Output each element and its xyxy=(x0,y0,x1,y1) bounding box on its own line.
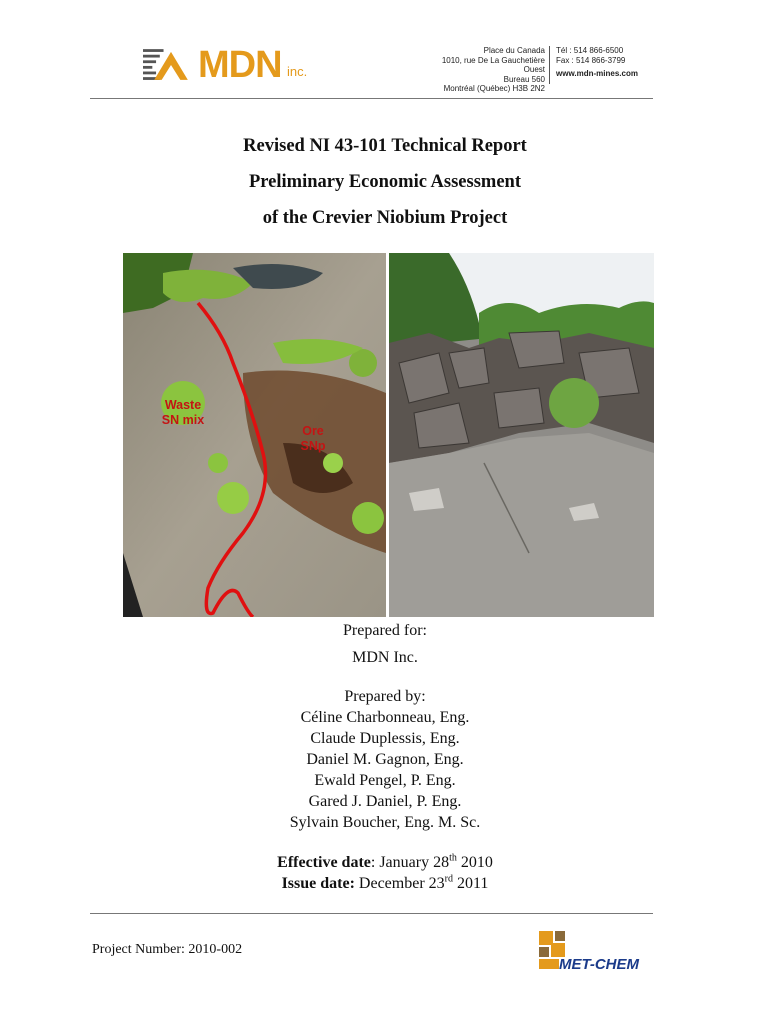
issue-date-suffix: rd xyxy=(444,873,453,885)
label-waste-mix: SN mix xyxy=(161,413,205,427)
outcrop-photo-right xyxy=(389,253,654,617)
address-line: Bureau 560 xyxy=(503,74,545,84)
title-line-2: Preliminary Economic Assessment xyxy=(249,172,521,192)
effective-date xyxy=(90,852,680,873)
footer-rule xyxy=(90,913,653,914)
mdn-logo-inc: inc. xyxy=(287,64,308,79)
met-chem-wordmark: MET-CHEM xyxy=(559,956,639,973)
effective-date-year: 2010 xyxy=(456,854,493,871)
issue-date xyxy=(90,873,680,894)
author: Céline Charbonneau, Eng. xyxy=(300,709,470,726)
mdn-logo-mark-icon xyxy=(143,46,199,84)
dates-section xyxy=(90,852,680,894)
company-contact xyxy=(556,46,638,79)
author: Gared J. Daniel, P. Eng. xyxy=(308,793,462,810)
effective-date-value: : January 28 xyxy=(370,854,450,871)
title-line-3: of the Crevier Niobium Project xyxy=(262,208,508,228)
company-address xyxy=(420,46,545,94)
issue-date-label: Issue date: xyxy=(281,875,355,892)
prepared-for-label: Prepared for: xyxy=(343,622,427,639)
author: Daniel M. Gagnon, Eng. xyxy=(306,751,464,768)
address-line: Place du Canada xyxy=(483,46,545,55)
phone-number: Tél : 514 866-6500 xyxy=(556,46,624,55)
effective-date-suffix: th xyxy=(449,852,457,864)
header-divider xyxy=(549,46,550,84)
effective-date-label: Effective date xyxy=(277,854,371,871)
header-rule xyxy=(90,98,653,99)
met-chem-logo xyxy=(539,931,649,973)
issue-date-value: December 23 xyxy=(354,875,445,892)
author: Claude Duplessis, Eng. xyxy=(310,730,460,747)
mdn-logo-wordmark: MDN xyxy=(198,44,282,86)
address-line: Montréal (Québec) H3B 2N2 xyxy=(443,84,545,94)
address-line: 1010, rue De La Gauchetière Ouest xyxy=(441,55,545,75)
label-waste: Waste xyxy=(164,398,202,412)
prepared-by-section xyxy=(90,686,680,833)
report-title xyxy=(90,128,680,236)
author: Sylvain Boucher, Eng. M. Sc. xyxy=(289,814,481,831)
project-number: Project Number: 2010-002 xyxy=(92,942,243,957)
website-link[interactable]: www.mdn-mines.com xyxy=(556,69,638,79)
title-line-1: Revised NI 43-101 Technical Report xyxy=(243,136,527,156)
client-name: MDN Inc. xyxy=(352,649,418,666)
issue-date-year: 2011 xyxy=(453,875,489,892)
prepared-by-label: Prepared by: xyxy=(344,688,426,705)
author: Ewald Pengel, P. Eng. xyxy=(314,772,456,789)
label-ore: Ore xyxy=(302,424,324,438)
fax-number: Fax : 514 866-3799 xyxy=(556,55,626,65)
outcrop-photo-left xyxy=(123,253,386,617)
prepared-for-section xyxy=(90,620,680,668)
label-ore-snp: SNp xyxy=(300,439,326,453)
